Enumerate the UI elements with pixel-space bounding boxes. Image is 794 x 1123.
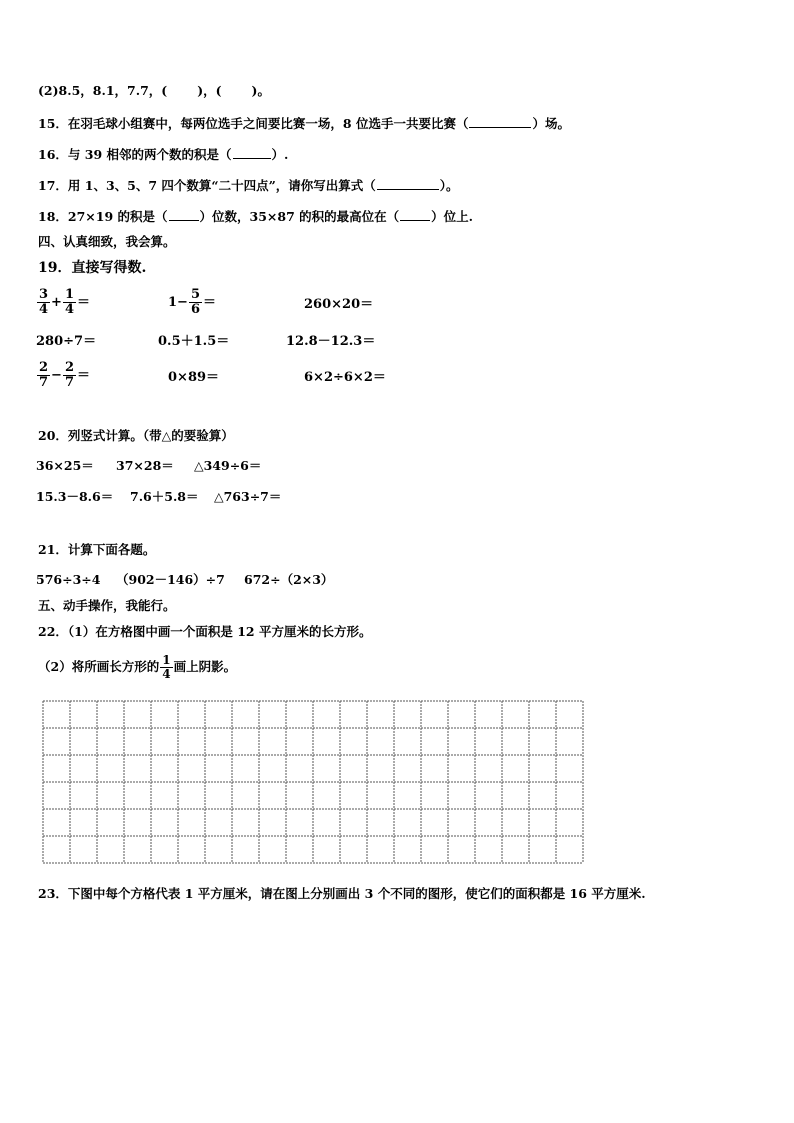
drawing-grid[interactable] — [42, 700, 584, 868]
q14-text-b: )，( — [197, 83, 222, 98]
q20-item-5: 7.6＋5.8＝ — [130, 489, 199, 504]
grid-svg[interactable] — [42, 700, 584, 864]
section-4-title: 四、认真细致，我会算。 — [38, 234, 176, 249]
fraction-numerator: 1 — [64, 287, 74, 302]
q15 — [38, 115, 570, 133]
q23: 23．下图中每个方格代表 1 平方厘米，请在图上分别画出 3 个不同的图形，使它们的面积都是 16 平方厘米. — [38, 886, 646, 901]
q14-text-c: )。 — [251, 83, 270, 98]
q15-text-b: ）场。 — [532, 116, 570, 131]
q17-text-b: ）。 — [439, 178, 459, 193]
q19-item-4: 280÷7＝ — [36, 334, 97, 349]
q19-title: 19．直接写得数. — [38, 260, 147, 276]
plus-operator: + — [51, 295, 62, 310]
q15-answer-blank[interactable] — [469, 115, 531, 128]
q19-item-1 — [36, 288, 90, 317]
q21-item-1: 576÷3÷4 — [36, 572, 101, 587]
q18-answer-blank-1[interactable] — [169, 208, 199, 221]
fraction-denominator: 4 — [64, 302, 74, 317]
q22-fraction-1-4 — [160, 654, 172, 681]
minus-operator: − — [51, 368, 62, 383]
q16-answer-blank[interactable] — [233, 146, 271, 159]
q20-item-4: 15.3－8.6＝ — [36, 489, 114, 504]
q19-item-9: 6×2÷6×2＝ — [304, 370, 386, 385]
fraction-denominator: 4 — [162, 667, 171, 681]
q21-item-2: （902－146）÷7 — [116, 572, 225, 587]
fraction-denominator: 6 — [190, 302, 200, 317]
q19-fraction-1-4 — [63, 288, 76, 317]
fraction-numerator: 2 — [39, 360, 49, 375]
q18-text-b: ）位数，35×87 的积的最高位在（ — [199, 209, 400, 224]
equals-sign: ＝ — [203, 295, 217, 310]
q22-part2-text-a: （2）将所画长方形的 — [38, 659, 160, 674]
q19-item-6: 12.8－12.3＝ — [286, 334, 376, 349]
section-5-title: 五、动手操作，我能行。 — [38, 598, 176, 613]
q21-title: 21．计算下面各题。 — [38, 542, 156, 557]
q20-item-6: △763÷7＝ — [214, 489, 282, 504]
q19-item-3: 260×20＝ — [304, 297, 374, 312]
q18-text-c: ）位上. — [431, 209, 473, 224]
q16 — [38, 146, 288, 164]
q18 — [38, 208, 473, 226]
q20-item-2: 37×28＝ — [116, 458, 174, 473]
q14-text-a: (2)8.5，8.1，7.7，( — [38, 83, 168, 98]
q17-answer-blank[interactable] — [377, 177, 439, 190]
q22-part2-text-b: 画上阴影。 — [173, 659, 237, 674]
q15-text-a: 15．在羽毛球小组赛中，每两位选手之间要比赛一场，8 位选手一共要比赛（ — [38, 116, 469, 131]
q16-text-b: ）. — [271, 147, 289, 162]
fraction-denominator: 7 — [39, 375, 49, 390]
q17 — [38, 177, 459, 195]
fraction-numerator: 3 — [39, 287, 49, 302]
q22-part2 — [38, 652, 236, 682]
q16-text-a: 16．与 39 相邻的两个数的积是（ — [38, 147, 232, 162]
equals-sign: ＝ — [77, 295, 91, 310]
q18-answer-blank-2[interactable] — [400, 208, 430, 221]
fraction-numerator: 2 — [64, 360, 74, 375]
fraction-numerator: 5 — [190, 287, 200, 302]
q19-item-7 — [36, 361, 90, 390]
q19-item-8: 0×89＝ — [168, 370, 220, 385]
q19-item-2 — [168, 288, 216, 317]
fraction-numerator: 1 — [162, 653, 171, 667]
one-minus: 1− — [168, 295, 188, 310]
q19-fraction-5-6 — [189, 288, 202, 317]
q22-part1: 22．（1）在方格图中画一个面积是 12 平方厘米的长方形。 — [38, 624, 372, 639]
q20-item-3: △349÷6＝ — [194, 458, 262, 473]
equals-sign: ＝ — [77, 368, 91, 383]
fraction-denominator: 7 — [64, 375, 74, 390]
q19-fraction-2-7-a — [37, 361, 50, 390]
q19-fraction-2-7-b — [63, 361, 76, 390]
q21-item-3: 672÷（2×3） — [244, 572, 334, 587]
q17-text-a: 17．用 1、3、5、7 四个数算“二十四点”，请你写出算式（ — [38, 178, 376, 193]
q19-item-5: 0.5＋1.5＝ — [158, 334, 230, 349]
q18-text-a: 18．27×19 的积是（ — [38, 209, 168, 224]
q14-part2 — [38, 82, 270, 100]
q20-item-1: 36×25＝ — [36, 458, 94, 473]
q20-title: 20．列竖式计算。（带△的要验算） — [38, 428, 234, 443]
q19-fraction-3-4 — [37, 288, 50, 317]
fraction-denominator: 4 — [39, 302, 49, 317]
